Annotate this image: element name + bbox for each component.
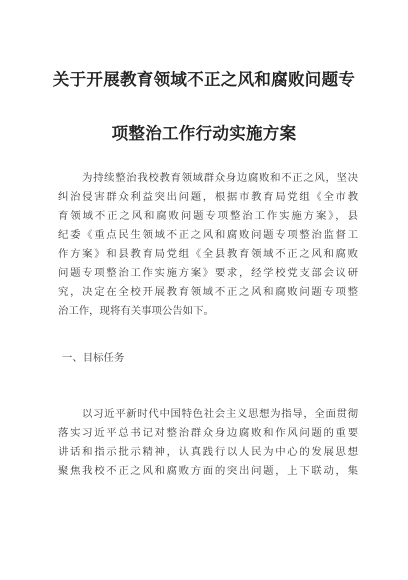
goals-paragraph-line: 讲话和指示批示精神，认真践行以人民为中心的发展思想 (58, 446, 358, 458)
intro-paragraph-line: 纪委《重点民生领域不正之风和腐败问题专项整治监督工 (58, 229, 358, 241)
goals-paragraph-line: 以习近平新时代中国特色社会主义思想为指导，全面贯彻 (82, 408, 358, 420)
intro-paragraph-line: 为持续整治我校教育领域群众身边腐败和不正之风，坚决 (82, 172, 358, 184)
document-title-line-2: 项整治工作行动实施方案 (111, 124, 297, 143)
goals-paragraph-line: 落实习近平总书记对整治群众身边腐败和作风问题的重要 (58, 427, 358, 439)
intro-paragraph-line: 治工作，现将有关事项公告如下。 (58, 305, 214, 317)
intro-paragraph-line: 究，决定在全校开展教育领域不正之风和腐败问题专项整 (58, 286, 358, 298)
intro-paragraph-line: 纠治侵害群众利益突出问题，根据市教育局党组《全市教 (58, 191, 358, 203)
intro-paragraph-line: 育领域不正之风和腐败问题专项整治工作实施方案》，县 (58, 210, 358, 222)
intro-paragraph-line: 作方案》和县教育局党组《全县教育领域不正之风和腐败 (58, 248, 358, 260)
intro-paragraph-line: 问题专项整治工作实施方案》要求，经学校党支部会议研 (58, 267, 358, 279)
goals-paragraph-line: 聚焦我校不正之风和腐败方面的突出问题，上下联动，集 (58, 465, 358, 477)
section-heading-goals: 一、目标任务 (62, 352, 125, 364)
document-title-line-1: 关于开展教育领域不正之风和腐败问题专 (52, 70, 356, 89)
